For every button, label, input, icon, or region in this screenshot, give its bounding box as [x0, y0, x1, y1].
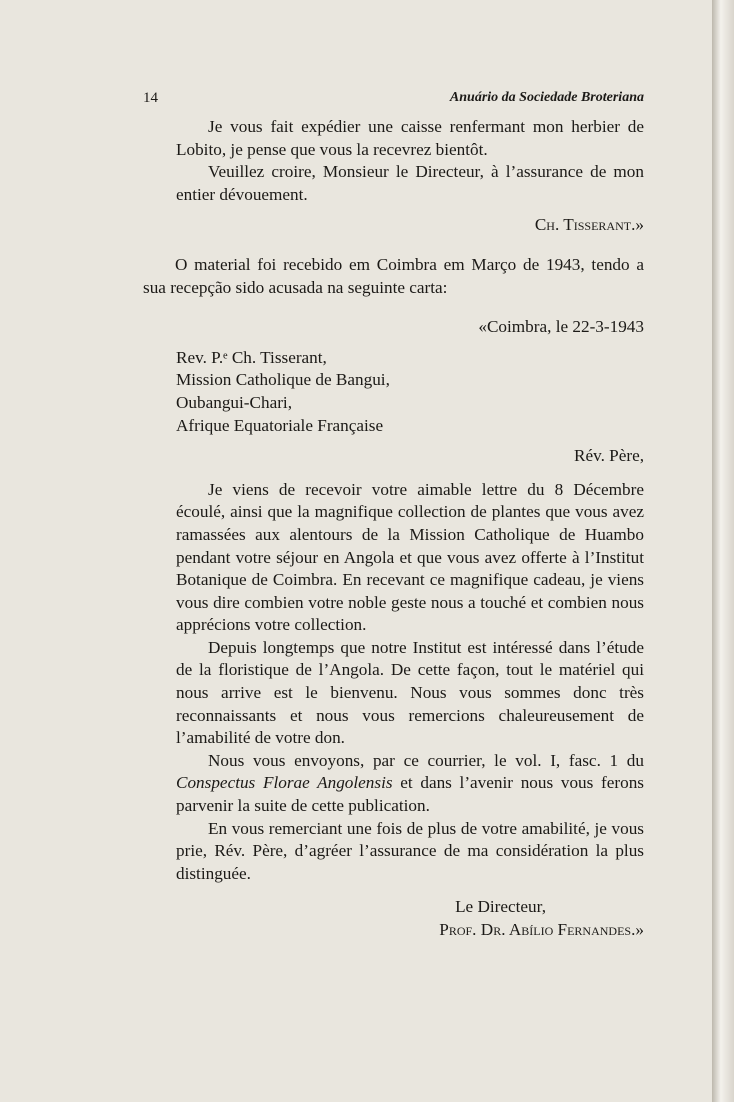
page-text	[143, 116, 644, 942]
paragraph: Depuis longtemps que notre Institut est intéressé dans l’étude de la floristique de l’Angola. De cette façon, tout le matériel qui nous arrive est le bienvenu. Nous vous sommes donc très reconnaissants et nous vous remercions chaleureusement de l’amabilité de votre don.	[176, 637, 644, 748]
address-line: Rev. P.ᵉ Ch. Tisserant,	[176, 347, 327, 367]
letter	[143, 316, 644, 941]
page-number: 14	[143, 90, 158, 106]
quoted-letter-end	[143, 116, 644, 237]
paragraph: En vous remerciant une fois de plus de votre amabilité, je vous prie, Rév. Père, d’agréer l’assurance de ma considération la plus distinguée.	[176, 818, 644, 883]
paragraph: O material foi recebido em Coimbra em Março de 1943, tendo a sua recepção sido acusada na seguinte carta:	[143, 254, 644, 297]
signature: Ch. Tisserant.»	[534, 215, 644, 235]
paragraph: Veuillez croire, Monsieur le Directeur, à l’assurance de mon entier dévouement.	[176, 162, 644, 204]
paragraph: Je vous fait expédier une caisse renfermant mon herbier de Lobito, je pense que vous la recevrez bientôt.	[176, 117, 644, 159]
page-spine	[712, 0, 734, 1102]
address-line: Mission Catholique de Bangui,	[176, 370, 390, 390]
running-title: Anuário da Sociedade Broteriana	[449, 90, 644, 105]
text-span: Nous vous envoyons, par ce courrier, le vol. I, fasc. 1 du	[208, 750, 644, 770]
closing-title: Le Directeur,	[455, 897, 546, 917]
journal-title: Conspectus Florae Angolensis	[176, 773, 393, 793]
closing-name: Prof. Dr. Abílio Fernandes.»	[439, 920, 644, 939]
salutation: Rév. Père,	[574, 446, 644, 466]
page-header	[143, 90, 644, 110]
address-line: Oubangui-Chari,	[176, 392, 292, 412]
paragraph: Je viens de recevoir votre aimable lettre du 8 Décembre écoulé, ainsi que la magnifique collection de plantes que vous avez ramassées aux alentours de la Mission Catholique de Huambo pendant votre séjour en Angola et que vous avez offerte à l’Institut Botanique de Coimbra. En recevant ce magnifique cadeau, je viens vous dire combien votre noble geste nous a touché et combien nous apprécions votre collection.	[176, 479, 644, 635]
text-span: et dans l’avenir nous vous ferons parvenir la suite de cette publication.	[176, 773, 644, 816]
address-line: Afrique Equatoriale Française	[176, 415, 384, 435]
paragraph	[176, 750, 644, 818]
dateline: «Coimbra, le 22-3-1943	[478, 317, 644, 337]
address-block	[176, 347, 644, 437]
